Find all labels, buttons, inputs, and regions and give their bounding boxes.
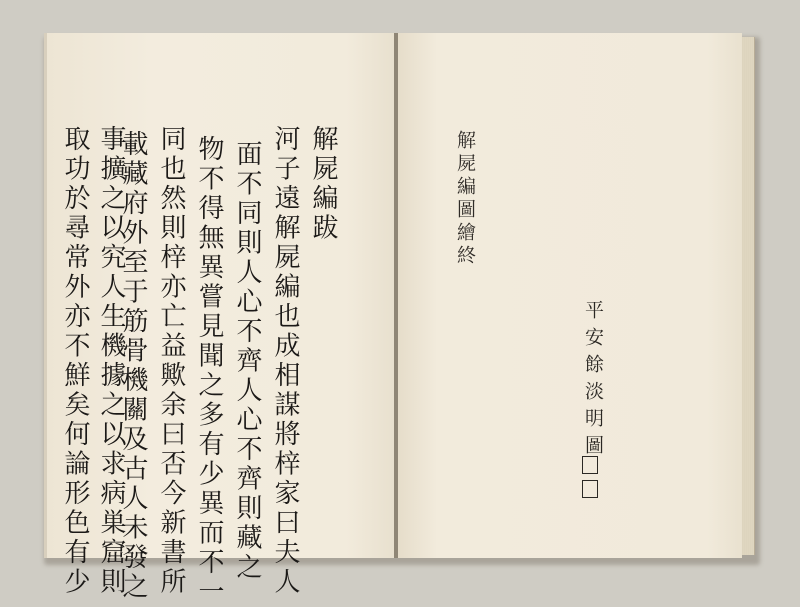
- page-edges: [742, 37, 755, 555]
- right-page: [396, 33, 742, 558]
- closing-title: 解屍編圖繪終: [454, 130, 476, 268]
- left-column-8: 取功於尋常外亦不鮮矣何論形色有少: [60, 125, 90, 597]
- left-column-5: 同也然則梓亦亡益歟余曰否今新書所: [156, 125, 186, 597]
- artist-signature: 平安餘淡明圖: [582, 300, 604, 462]
- left-column-3: 面不同則人心不齊人心不齊則藏之: [232, 140, 262, 583]
- seal-lower: [582, 480, 598, 498]
- left-column-7: 事擴之以究人生機據之以求病巣窟則: [96, 125, 126, 597]
- seal-upper: [582, 456, 598, 474]
- book-gutter: [394, 33, 398, 558]
- artist-seals: [582, 453, 598, 501]
- left-column-1: 解屍編跋: [308, 125, 338, 243]
- left-column-2: 河子遠解屍編也成相謀將梓家曰夫人: [270, 125, 300, 597]
- left-column-6: 載藏府外至于筋骨機關及古人未發之: [118, 130, 148, 602]
- left-column-4: 物不得無異嘗見聞之多有少異而不一: [194, 135, 224, 607]
